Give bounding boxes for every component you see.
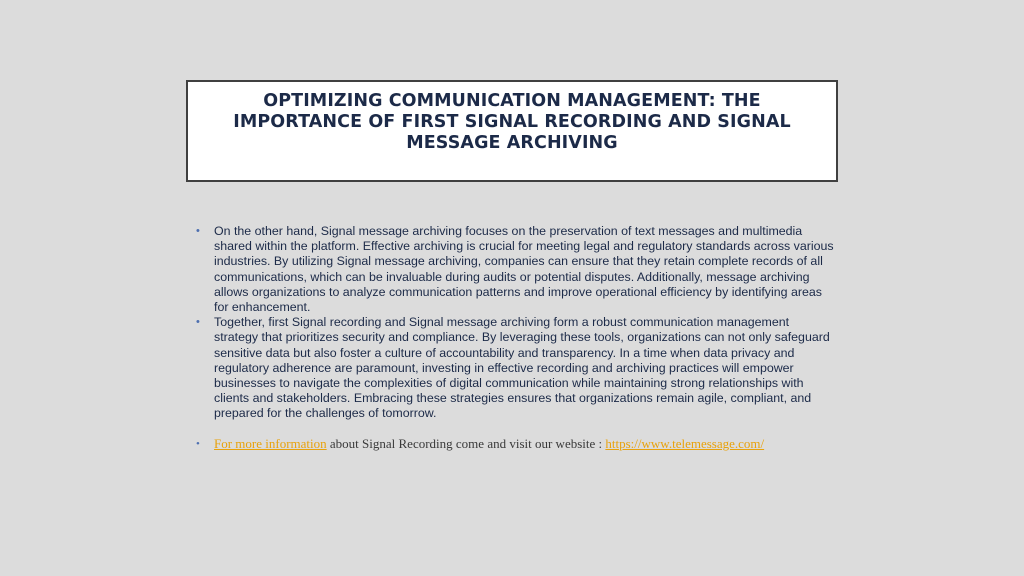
bullet-item [196, 224, 836, 315]
website-link[interactable]: https://www.telemessage.com/ [605, 435, 765, 451]
bullet-marker-icon: • [196, 437, 200, 450]
more-info-link[interactable]: For more information [214, 435, 327, 451]
title-box [186, 80, 838, 182]
content-area [196, 224, 836, 452]
bullet-marker-icon: • [196, 225, 200, 237]
footer-bullet [196, 436, 836, 452]
bullet-text: On the other hand, Signal message archiving focuses on the preservation of text messages and multimedia shared within the platform. Effective archiving is crucial for meeting legal and regulatory standards across various industries. By utilizing Signal message archiving, companies can ensure that they retain complete records of all communications, which can be invaluable during audits or potential disputes. Additionally, message archiving allows organizations to analyze communication patterns and improve operational efficiency by identifying areas for enhancement. [214, 224, 834, 315]
slide-title: OPTIMIZING COMMUNICATION MANAGEMENT: THE IMPORTANCE OF FIRST SIGNAL RECORDING AND SIGNAL MESSAGE ARCHIVING [233, 91, 791, 153]
bullet-text: Together, first Signal recording and Signal message archiving form a robust communication management strategy that prioritizes security and compliance. By leveraging these tools, organizations can not only safeguard sensitive data but also foster a culture of accountability and transparency. In a time when data privacy and regulatory adherence are paramount, investing in effective recording and archiving practices will empower businesses to navigate the complexities of digital communication while maintaining strong relationships with clients and stakeholders. Embracing these strategies ensures that organizations remain agile, compliant, and prepared for the challenges of tomorrow. [214, 315, 830, 421]
footer-text: about Signal Recording come and visit our website : [326, 435, 606, 451]
bullet-marker-icon: • [196, 316, 200, 329]
bullet-item [196, 315, 836, 421]
